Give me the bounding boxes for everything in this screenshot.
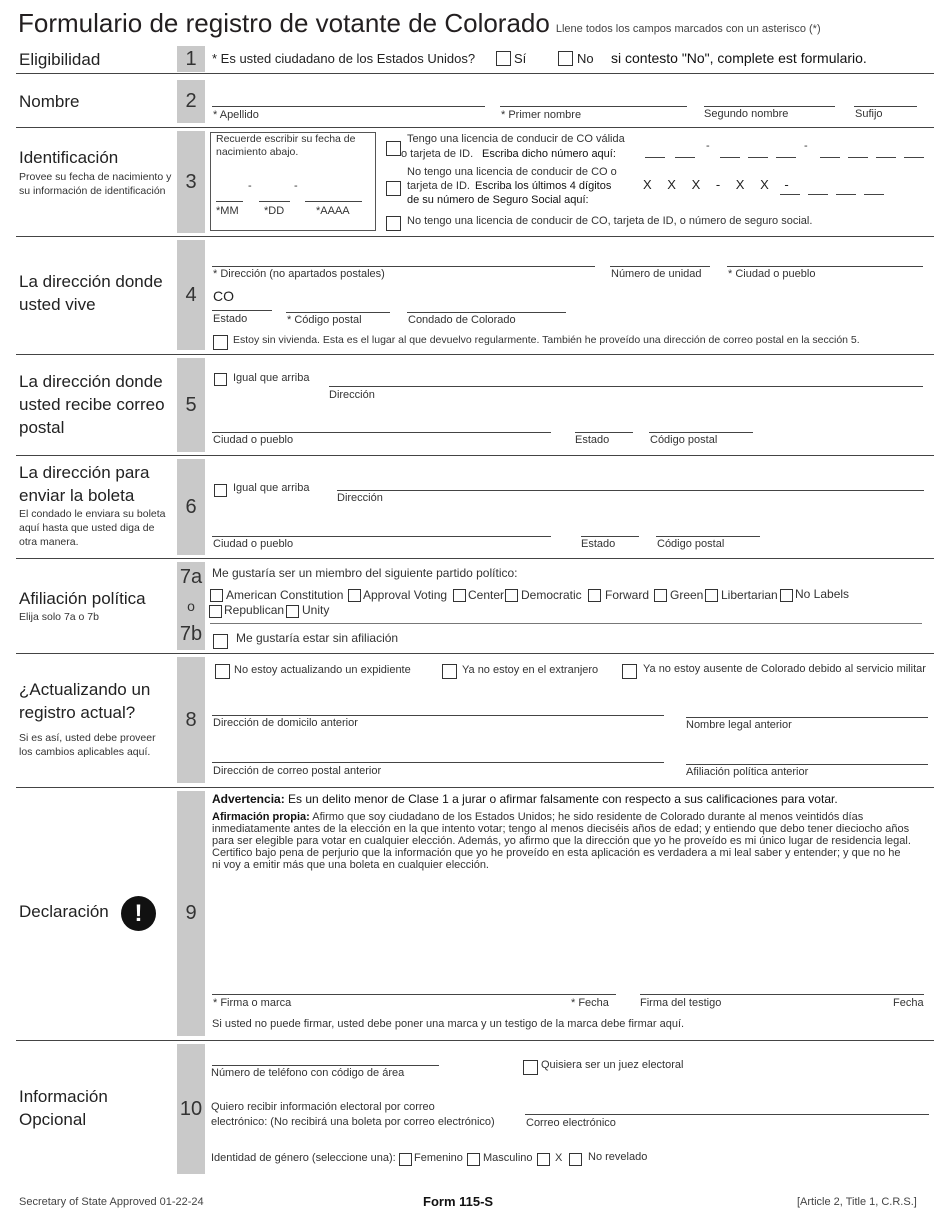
citizen-question: * Es usted ciudadano de los Estados Unidos? bbox=[212, 51, 476, 66]
birth-year-field[interactable] bbox=[305, 201, 362, 202]
signature-field[interactable] bbox=[212, 994, 616, 995]
footer-article: [Article 2, Title 1, C.R.S.] bbox=[797, 1196, 917, 1208]
section-number-9: 9 bbox=[177, 791, 205, 1036]
residence-unit-label: Número de unidad bbox=[611, 268, 702, 280]
birth-year-label: *AAAA bbox=[316, 205, 350, 217]
no-id-label: No tengo una licencia de conducir de CO, tarjeta de ID, o número de seguro social. bbox=[407, 215, 813, 227]
party-subtitle: Elija solo 7a o 7b bbox=[19, 611, 99, 623]
party-center-checkbox[interactable] bbox=[453, 589, 466, 602]
birth-day-label: *DD bbox=[264, 205, 285, 217]
license-digit-1[interactable] bbox=[645, 157, 665, 158]
signature-label: * Firma o marca bbox=[213, 997, 292, 1009]
ssn-text-3: Escriba los últimos 4 dígitos bbox=[475, 180, 612, 192]
party-label-7: No Labels bbox=[795, 587, 850, 601]
gender-male-label: Masculino bbox=[483, 1152, 533, 1164]
residence-city-label: * Ciudad o pueblo bbox=[728, 268, 816, 280]
middle-name-field[interactable] bbox=[704, 106, 835, 107]
party-no-labels-checkbox[interactable] bbox=[780, 589, 793, 602]
mailing-title: La dirección donde usted recibe correo postal bbox=[19, 372, 165, 437]
residence-city-field[interactable] bbox=[727, 266, 923, 267]
form-title: Formulario de registro de votante de Colorado bbox=[18, 8, 550, 38]
birthdate-note: Recuerde escribir su fecha de nacimiento abajo. bbox=[216, 133, 356, 158]
gender-undisclosed-label: No revelado bbox=[588, 1151, 648, 1163]
phone-field[interactable] bbox=[212, 1065, 439, 1066]
exclamation-icon: ! bbox=[121, 896, 156, 931]
residence-address-field[interactable] bbox=[212, 266, 595, 267]
prev-name-field[interactable] bbox=[686, 717, 928, 718]
citizen-warning: si contesto "No", complete est formulario. bbox=[611, 50, 867, 66]
co-license-text-3: Escriba dicho número aquí: bbox=[482, 148, 616, 160]
residence-state-label: Estado bbox=[213, 313, 248, 325]
witness-date-label: Fecha bbox=[893, 997, 924, 1009]
warning-label: Advertencia: bbox=[212, 792, 285, 806]
party-label-2: Center bbox=[468, 588, 505, 602]
mailing-zip-label: Código postal bbox=[650, 434, 718, 446]
page-title bbox=[18, 8, 821, 39]
co-license-text-2: o tarjeta de ID. bbox=[401, 148, 474, 160]
ballot-zip-label: Código postal bbox=[657, 538, 725, 550]
license-digit-5[interactable] bbox=[776, 157, 796, 158]
ballot-address-subtitle: El condado le enviara su boleta aquí hasta que usted diga de otra manera. bbox=[19, 508, 166, 548]
no-id-checkbox[interactable] bbox=[386, 216, 401, 231]
ssn-text-4: de su número de Seguro Social aquí: bbox=[407, 194, 589, 206]
section-number-7a: 7a bbox=[179, 566, 203, 588]
party-forward-checkbox[interactable] bbox=[588, 589, 601, 602]
gender-undisclosed-checkbox[interactable] bbox=[569, 1153, 582, 1166]
email-label: Correo electrónico bbox=[526, 1117, 616, 1129]
email-pref-line-2: electrónico: (No recibirá una boleta por correo electrónico) bbox=[211, 1116, 495, 1128]
section-number-2: 2 bbox=[177, 80, 205, 123]
name-title: Nombre bbox=[19, 92, 80, 111]
residence-unit-field[interactable] bbox=[610, 266, 710, 267]
license-digit-8[interactable] bbox=[876, 157, 896, 158]
last-name-label: * Apellido bbox=[213, 109, 259, 121]
gender-female-checkbox[interactable] bbox=[399, 1153, 412, 1166]
citizen-no-label: No bbox=[577, 51, 594, 66]
license-digit-6[interactable] bbox=[820, 157, 840, 158]
ballot-address-field[interactable] bbox=[337, 490, 924, 491]
residence-state-value: CO bbox=[213, 288, 234, 304]
mailing-same-checkbox[interactable] bbox=[214, 373, 227, 386]
residence-county-field[interactable] bbox=[407, 312, 566, 313]
party-label-8: Republican bbox=[224, 603, 285, 617]
footer-approved: Secretary of State Approved 01-22-24 bbox=[19, 1196, 204, 1208]
mailing-state-label: Estado bbox=[575, 434, 610, 446]
party-label-6: Libertarian bbox=[721, 588, 778, 602]
election-judge-checkbox[interactable] bbox=[523, 1060, 538, 1075]
ssn-text-1: No tengo una licencia de conducir de CO o bbox=[407, 166, 617, 178]
party-label-5: Green bbox=[670, 588, 704, 602]
residence-state-field[interactable] bbox=[212, 310, 272, 311]
unaffiliated-label: Me gustaría estar sin afiliación bbox=[236, 631, 399, 645]
affirmation-text: Afirmo que soy ciudadano de los Estados Unidos; he sido residente de Colorado durante al menos veintidós días inmediatamente antes de la elección en la que intento votar; tengo al menos dieciséis años de edad; y entiendo que debo tener dieciocho años para ser elegible para votar en cualquier elección. Además, yo afirmo que la dirección que yo he proveído es mi único lugar de residencia legal. Certifico bajo pena de perjurio que la información que yo he proveído en esta aplicación es verdadera a mi leal saber y entender; y que no he ni voy a emitir más que una boleta en cualquier elección. bbox=[212, 811, 911, 871]
witness-label: Firma del testigo bbox=[640, 997, 722, 1009]
prev-home-field[interactable] bbox=[212, 715, 664, 716]
optional-title: Información Opcional bbox=[19, 1087, 108, 1129]
suffix-label: Sufijo bbox=[855, 108, 883, 120]
prev-home-label: Dirección de domicilo anterior bbox=[213, 717, 358, 729]
ballot-state-label: Estado bbox=[581, 538, 616, 550]
prev-party-label: Afiliación política anterior bbox=[686, 766, 809, 778]
license-digit-3[interactable] bbox=[720, 157, 740, 158]
ssn-text-2: tarjeta de ID. bbox=[407, 180, 470, 192]
ballot-state-field[interactable] bbox=[581, 536, 639, 537]
email-pref-line-1: Quiero recibir información electoral por correo bbox=[211, 1101, 435, 1113]
citizen-no-checkbox[interactable] bbox=[558, 51, 573, 66]
license-dash-1: - bbox=[706, 140, 710, 152]
residence-title: La dirección donde usted vive bbox=[19, 272, 163, 314]
party-approval-voting-checkbox[interactable] bbox=[348, 589, 361, 602]
gender-male-checkbox[interactable] bbox=[467, 1153, 480, 1166]
election-judge-label: Quisiera ser un juez electoral bbox=[541, 1059, 684, 1071]
party-democratic-checkbox[interactable] bbox=[505, 589, 518, 602]
no-longer-abroad-checkbox[interactable] bbox=[442, 664, 457, 679]
section-number-4: 4 bbox=[177, 240, 205, 350]
citizen-yes-label: Sí bbox=[514, 51, 527, 66]
prev-party-field[interactable] bbox=[686, 764, 928, 765]
ssn-digit-2[interactable] bbox=[808, 194, 828, 195]
identification-subtitle: Provee su fecha de nacimiento y su información de identificación bbox=[19, 171, 172, 197]
no-longer-abroad-label: Ya no estoy en el extranjero bbox=[462, 664, 599, 676]
ssn-digit-1[interactable] bbox=[780, 194, 800, 195]
section-number-7-or: o bbox=[187, 598, 195, 614]
section-number-6: 6 bbox=[177, 459, 205, 555]
section-number-7b: 7b bbox=[179, 623, 203, 645]
declaration-title: Declaración bbox=[19, 902, 109, 921]
license-digit-9[interactable] bbox=[904, 157, 924, 158]
birth-month-field[interactable] bbox=[216, 201, 243, 202]
unaffiliated-checkbox[interactable] bbox=[213, 634, 228, 649]
license-digit-4[interactable] bbox=[748, 157, 768, 158]
phone-label: Número de teléfono con código de área bbox=[211, 1067, 405, 1079]
co-license-text-1: Tengo una licencia de conducir de CO válida bbox=[407, 133, 625, 145]
citizen-yes-checkbox[interactable] bbox=[496, 51, 511, 66]
ssn-checkbox[interactable] bbox=[386, 181, 401, 196]
party-title: Afiliación política bbox=[19, 589, 146, 608]
party-divider bbox=[210, 623, 922, 624]
suffix-field[interactable] bbox=[854, 106, 917, 107]
party-green-checkbox[interactable] bbox=[654, 589, 667, 602]
signature-note: Si usted no puede firmar, usted debe poner una marca y un testigo de la marca debe firmar aquí. bbox=[212, 1018, 685, 1030]
title-note: Llene todos los campos marcados con un asterisco (*) bbox=[555, 23, 821, 35]
mailing-state-field[interactable] bbox=[575, 432, 633, 433]
ssn-mask: X X X - X X - bbox=[643, 177, 795, 192]
ballot-same-checkbox[interactable] bbox=[214, 484, 227, 497]
mailing-address-field[interactable] bbox=[329, 386, 923, 387]
ballot-address-title: La dirección para enviar la boleta bbox=[19, 463, 150, 505]
party-label-4: Forward bbox=[605, 588, 650, 602]
birth-dash-2: - bbox=[294, 180, 298, 192]
affirmation-paragraph bbox=[212, 811, 912, 871]
ballot-same-label: Igual que arriba bbox=[233, 482, 310, 494]
section-number-8: 8 bbox=[177, 657, 205, 783]
update-title: ¿Actualizando un registro actual? bbox=[19, 680, 151, 722]
birth-dash-1: - bbox=[248, 180, 252, 192]
ballot-city-field[interactable] bbox=[212, 536, 551, 537]
section-number-1: 1 bbox=[177, 46, 205, 72]
birth-month-label: *MM bbox=[216, 205, 239, 217]
mailing-same-label: Igual que arriba bbox=[233, 372, 310, 384]
party-american-constitution-checkbox[interactable] bbox=[210, 589, 223, 602]
prev-mail-label: Dirección de correo postal anterior bbox=[213, 765, 382, 777]
prev-name-label: Nombre legal anterior bbox=[686, 719, 792, 731]
party-libertarian-checkbox[interactable] bbox=[705, 589, 718, 602]
mailing-city-label: Ciudad o pueblo bbox=[213, 434, 294, 446]
section-number-10: 10 bbox=[177, 1044, 205, 1174]
email-field[interactable] bbox=[525, 1114, 929, 1115]
gender-female-label: Femenino bbox=[414, 1152, 463, 1164]
mailing-zip-field[interactable] bbox=[649, 432, 753, 433]
party-unity-checkbox[interactable] bbox=[286, 605, 299, 618]
section-number-5: 5 bbox=[177, 358, 205, 452]
witness-field[interactable] bbox=[640, 994, 924, 995]
party-label-3: Democratic bbox=[521, 588, 582, 602]
license-digit-2[interactable] bbox=[675, 157, 695, 158]
not-updating-checkbox[interactable] bbox=[215, 664, 230, 679]
section-number-3: 3 bbox=[177, 131, 205, 233]
gender-x-label: X bbox=[555, 1152, 563, 1164]
affirmation-label: Afirmación propia: bbox=[212, 811, 310, 823]
party-label-9: Unity bbox=[302, 603, 330, 617]
gender-label: Identidad de género (seleccione una): bbox=[211, 1152, 396, 1164]
license-digit-7[interactable] bbox=[848, 157, 868, 158]
first-name-label: * Primer nombre bbox=[501, 109, 582, 121]
no-longer-military-checkbox[interactable] bbox=[622, 664, 637, 679]
party-prompt: Me gustaría ser un miembro del siguiente partido político: bbox=[212, 566, 518, 580]
homeless-checkbox[interactable] bbox=[213, 335, 228, 350]
ballot-zip-field[interactable] bbox=[656, 536, 760, 537]
gender-x-checkbox[interactable] bbox=[537, 1153, 550, 1166]
ballot-address-label: Dirección bbox=[337, 492, 383, 504]
residence-zip-field[interactable] bbox=[286, 312, 390, 313]
warning-text: Es un delito menor de Clase 1 a jurar o afirmar falsamente con respecto a sus calificaciones para votar. bbox=[288, 792, 838, 806]
eligibility-title: Eligibilidad bbox=[19, 50, 101, 69]
party-label-1: Approval Voting bbox=[363, 588, 448, 602]
date-label: * Fecha bbox=[571, 997, 609, 1009]
residence-county-label: Condado de Colorado bbox=[408, 314, 516, 326]
residence-address-label: * Dirección (no apartados postales) bbox=[213, 268, 385, 280]
ssn-digit-3[interactable] bbox=[836, 194, 856, 195]
co-license-checkbox[interactable] bbox=[386, 141, 401, 156]
birth-day-field[interactable] bbox=[259, 201, 290, 202]
ssn-digit-4[interactable] bbox=[864, 194, 884, 195]
party-republican-checkbox[interactable] bbox=[209, 605, 222, 618]
mailing-address-label: Dirección bbox=[329, 389, 375, 401]
middle-name-label: Segundo nombre bbox=[704, 108, 789, 120]
last-name-field[interactable] bbox=[212, 106, 485, 107]
prev-mail-field[interactable] bbox=[212, 762, 664, 763]
no-longer-military-label: Ya no estoy ausente de Colorado debido al servicio militar bbox=[643, 663, 926, 675]
license-dash-2: - bbox=[804, 140, 808, 152]
party-label-0: American Constitution bbox=[226, 588, 344, 602]
warning-line bbox=[212, 792, 838, 806]
section-number-7 bbox=[177, 562, 205, 650]
homeless-label: Estoy sin vivienda. Esta es el lugar al que devuelvo regularmente. También he proveído una dirección de correo postal en la sección 5. bbox=[233, 334, 860, 346]
not-updating-label: No estoy actualizando un expidiente bbox=[234, 664, 411, 676]
update-subtitle: Si es así, usted debe proveer los cambios aplicables aquí. bbox=[19, 732, 156, 758]
ballot-city-label: Ciudad o pueblo bbox=[213, 538, 294, 550]
identification-title: Identificación bbox=[19, 148, 119, 167]
footer-form-number: Form 115-S bbox=[423, 1194, 494, 1209]
residence-zip-label: * Código postal bbox=[287, 314, 362, 326]
first-name-field[interactable] bbox=[500, 106, 687, 107]
mailing-city-field[interactable] bbox=[212, 432, 551, 433]
